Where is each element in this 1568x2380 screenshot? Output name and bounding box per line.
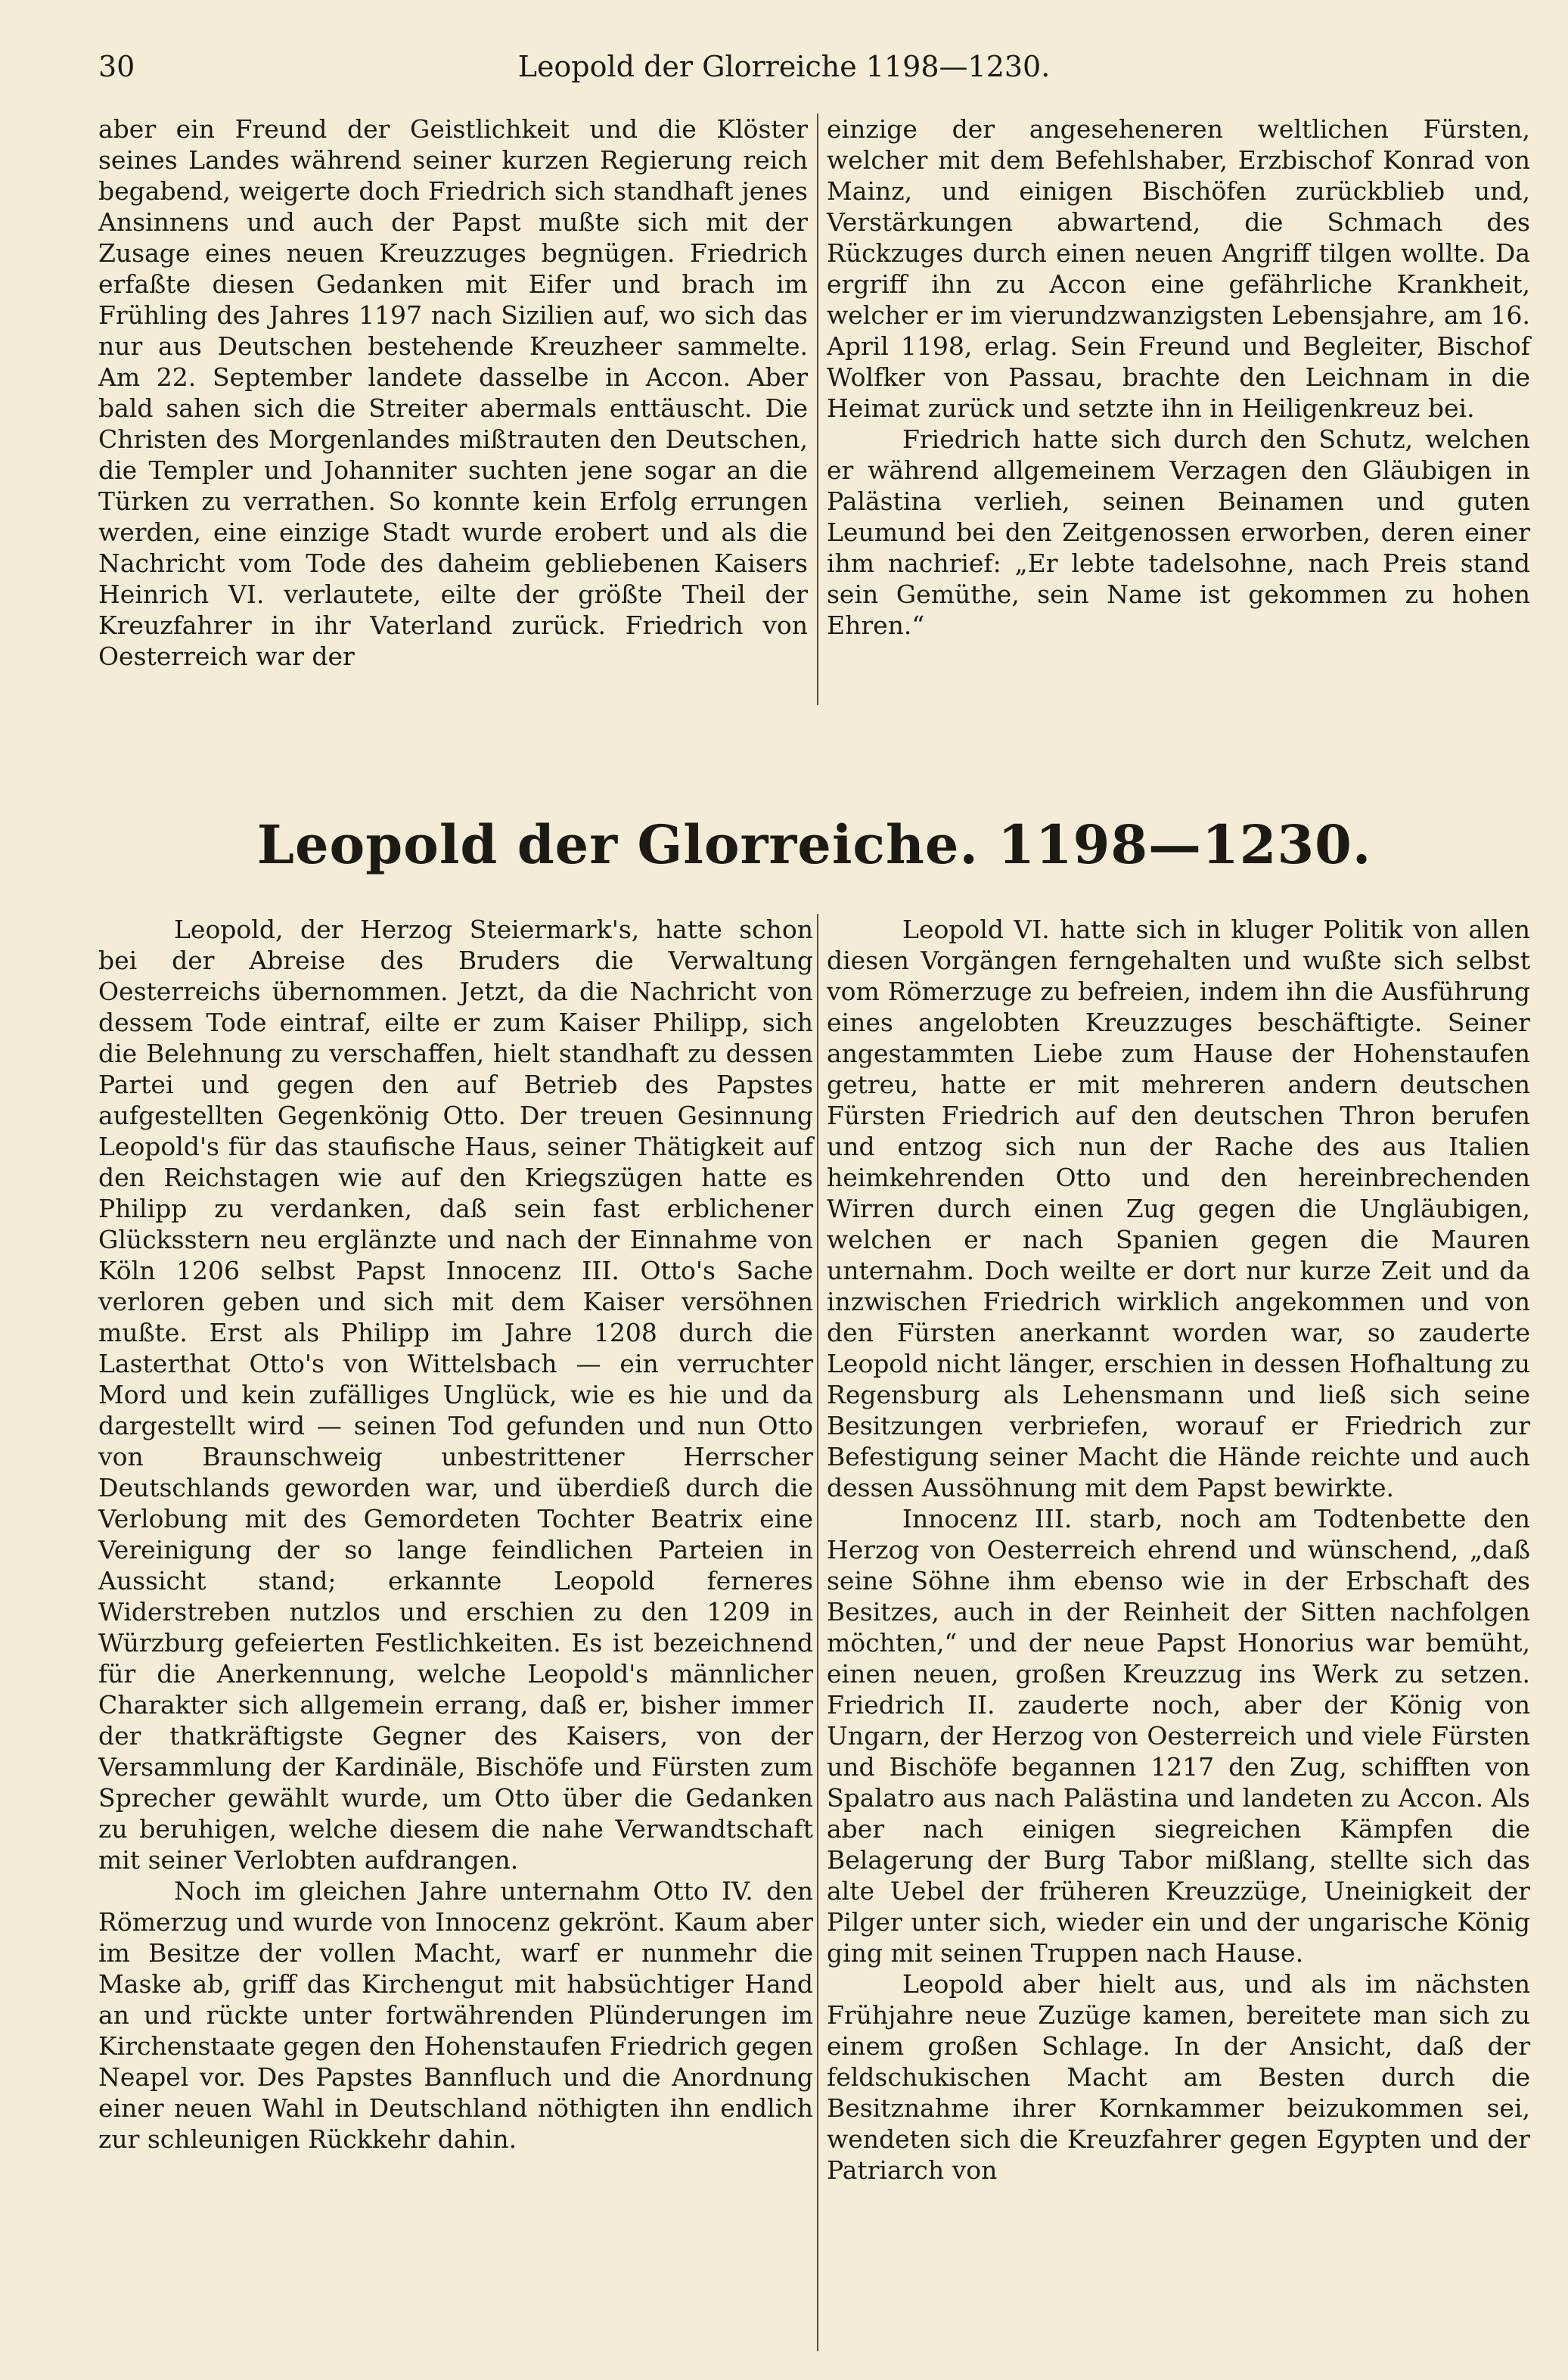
- page-number: 30: [98, 50, 135, 83]
- top-right-column: [827, 113, 1530, 641]
- running-head: [98, 44, 1470, 89]
- bottom-left-column: [98, 914, 813, 2155]
- running-title: Leopold der Glorreiche 1198—1230.: [517, 50, 1051, 83]
- paragraph: einzige der angeseheneren weltlichen Fürsten, welcher mit dem Befehlshaber, Erzbischof Konrad von Mainz, und einigen Bischöfen zurückblieb und, Verstärkungen abwartend, die Schmach des Rückzuges durch einen neuen Angriff tilgen wollte. Da ergriff ihn zu Accon eine gefährliche Krankheit, welcher er im vierundzwanzigsten Lebensjahre, am 16. April 1198, erlag. Sein Freund und Begleiter, Bischof Wolfker von Passau, brachte den Leichnam in die Heimat zurück und setzte ihn in Heiligenkreuz bei.: [827, 114, 1530, 423]
- paragraph: Noch im gleichen Jahre unternahm Otto IV. den Römerzug und wurde von Innocenz gekrönt. Kaum aber im Besitze der vollen Macht, warf er nunmehr die Maske ab, griff das Kirchengut mit habsüchtiger Hand an und rückte unter fortwährenden Plünderungen im Kirchenstaate gegen den Hohenstaufen Friedrich gegen Neapel vor. Des Papstes Bannfluch und die Anordnung einer neuen Wahl in Deutschland nöthigten ihn endlich zur schleunigen Rückkehr dahin.: [98, 1876, 813, 2154]
- paragraph: aber ein Freund der Geistlichkeit und die Klöster seines Landes während seiner kurzen Regierung reich begabend, weigerte doch Friedrich sich standhaft jenes Ansinnens und auch der Papst mußte sich mit der Zusage eines neuen Kreuzzuges begnügen. Friedrich erfaßte diesen Gedanken mit Eifer und brach im Frühling des Jahres 1197 nach Sizilien auf, wo sich das nur aus Deutschen bestehende Kreuzheer sammelte. Am 22. September landete dasselbe in Accon. Aber bald sahen sich die Streiter abermals enttäuscht. Die Christen des Morgenlandes mißtrauten den Deutschen, die Templer und Johanniter suchten jene sogar an die Türken zu verrathen. So konnte kein Erfolg errungen werden, eine einzige Stadt wurde erobert und als die Nachricht vom Tode des daheim gebliebenen Kaisers Heinrich VI. verlautete, eilte der größte Theil der Kreuzfahrer in ihr Vaterland zurück. Friedrich von Oesterreich war der: [98, 114, 808, 671]
- paragraph: Innocenz III. starb, noch am Todtenbette den Herzog von Oesterreich ehrend und wünschend, „daß seine Söhne ihm ebenso wie in der Erbschaft des Besitzes, auch in der Reinheit der Sitten nachfolgen möchten,“ und der neue Papst Honorius war bemüht, einen neuen, großen Kreuzzug ins Werk zu setzen. Friedrich II. zauderte noch, aber der König von Ungarn, der Herzog von Oesterreich und viele Fürsten und Bischöfe begannen 1217 den Zug, schifften von Spalatro aus nach Palästina und landeten zu Accon. Als aber nach einigen siegreichen Kämpfen die Belagerung der Burg Tabor mißlang, stellte sich das alte Uebel der früheren Kreuzzüge, Uneinigkeit der Pilger unter sich, wieder ein und der ungarische König ging mit seinen Truppen nach Hause.: [827, 1504, 1530, 1968]
- top-left-column: [98, 113, 808, 672]
- section-title: Leopold der Glorreiche. 1198—1230.: [256, 813, 1372, 876]
- column-divider: [817, 113, 818, 705]
- paragraph: Leopold VI. hatte sich in kluger Politik von allen diesen Vorgängen ferngehalten und wußte sich selbst vom Römerzuge zu befreien, indem ihn die Ausführung eines angelobten Kreuzzuges beschäftigte. Seiner angestammten Liebe zum Hause der Hohenstaufen getreu, hatte er mit mehreren andern deutschen Fürsten Friedrich auf den deutschen Thron berufen und entzog sich nun der Rache des aus Italien heimkehrenden Otto und den hereinbrechenden Wirren durch einen Zug gegen die Ungläubigen, welchen er nach Spanien gegen die Mauren unternahm. Doch weilte er dort nur kurze Zeit und da inzwischen Friedrich wirklich angekommen und von den Fürsten anerkannt worden war, so zauderte Leopold nicht länger, erschien in dessen Hofhaltung zu Regensburg als Lehensmann und ließ sich seine Besitzungen verbriefen, worauf er Friedrich zur Befestigung seiner Macht die Hände reichte und auch dessen Aussöhnung mit dem Papst bewirkte.: [827, 915, 1530, 1502]
- paragraph: Friedrich hatte sich durch den Schutz, welchen er während allgemeinem Verzagen den Gläubigen in Palästina verlieh, seinen Beinamen und guten Leumund bei den Zeitgenossen erworben, deren einer ihm nachrief: „Er lebte tadelsohne, nach Preis stand sein Gemüthe, sein Name ist gekommen zu hohen Ehren.“: [827, 424, 1530, 640]
- paragraph: Leopold, der Herzog Steiermark's, hatte schon bei der Abreise des Bruders die Verwaltung Oesterreichs übernommen. Jetzt, da die Nachricht von dessem Tode eintraf, eilte er zum Kaiser Philipp, sich die Belehnung zu verschaffen, hielt standhaft zu dessen Partei und gegen den auf Betrieb des Papstes aufgestellten Gegenkönig Otto. Der treuen Gesinnung Leopold's für das staufische Haus, seiner Thätigkeit auf den Reichstagen wie auf den Kriegszügen hatte es Philipp zu verdanken, daß sein fast erblichener Glücksstern neu erglänzte und nach der Einnahme von Köln 1206 selbst Papst Innocenz III. Otto's Sache verloren geben und sich mit dem Kaiser versöhnen mußte. Erst als Philipp im Jahre 1208 durch die Lasterthat Otto's von Wittelsbach — ein verruchter Mord und kein zufälliges Unglück, wie es hie und da dargestellt wird — seinen Tod gefunden und nun Otto von Braunschweig unbestrittener Herrscher Deutschlands geworden war, und überdieß durch die Verlobung mit des Gemordeten Tochter Beatrix eine Vereinigung der so lange feindlichen Parteien in Aussicht stand; erkannte Leopold ferneres Widerstreben nutzlos und erschien zu den 1209 in Würzburg gefeierten Festlichkeiten. Es ist bezeichnend für die Anerkennung, welche Leopold's männlicher Charakter sich allgemein errang, daß er, bisher immer der thatkräftigste Gegner des Kaisers, von der Versammlung der Kardinäle, Bischöfe und Fürsten zum Sprecher gewählt wurde, um Otto über die Gedanken zu beruhigen, welche diesem die nahe Verwandtschaft mit seiner Verlobten aufdrangen.: [98, 915, 813, 1875]
- paragraph: Leopold aber hielt aus, und als im nächsten Frühjahre neue Zuzüge kamen, bereitete man sich zu einem großen Schlage. In der Ansicht, daß der feldschukischen Macht am Besten durch die Besitznahme ihrer Kornkammer beizukommen sei, wendeten sich die Kreuzfahrer gegen Egypten und der Patriarch von: [827, 1969, 1530, 2185]
- column-divider: [817, 914, 818, 2351]
- bottom-right-column: [827, 914, 1530, 2186]
